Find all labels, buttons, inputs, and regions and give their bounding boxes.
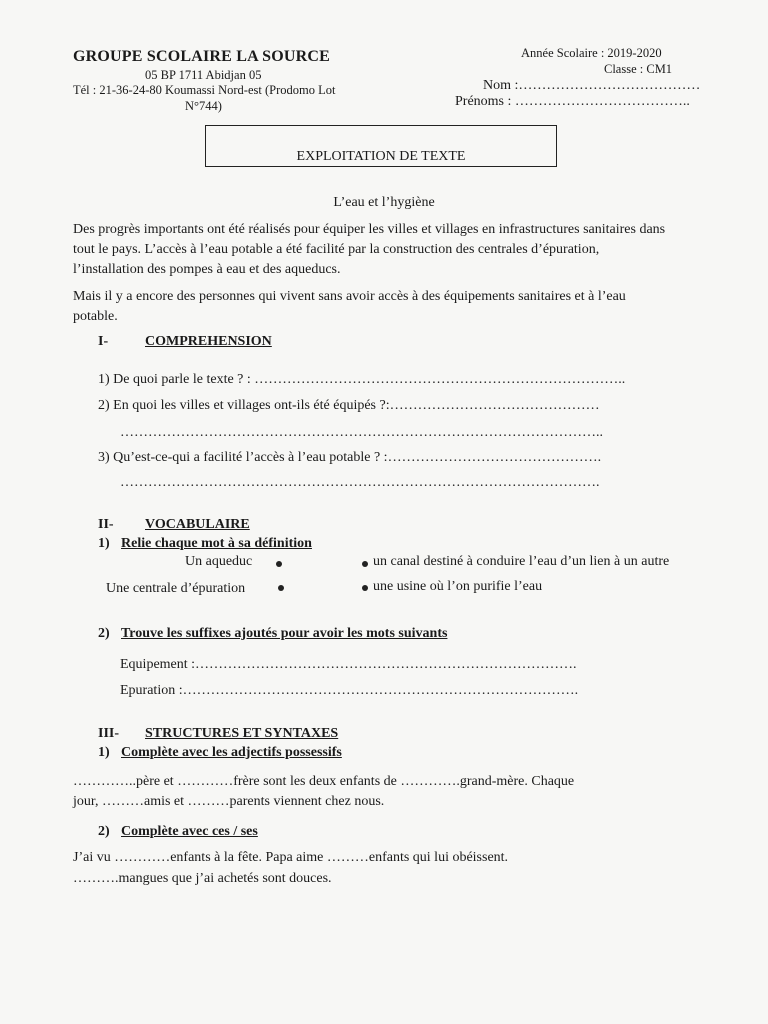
match-dot-definition-1[interactable]: [362, 561, 368, 567]
word-centrale: Une centrale d’épuration: [106, 581, 246, 596]
definition-usine: une usine où l’on purifie l’eau: [373, 579, 543, 594]
exercise-2-title: Trouve les suffixes ajoutés pour avoir les mots suivants: [121, 626, 448, 641]
section-number-comprehension: I-: [98, 334, 109, 349]
suffix-line-epuration: Epuration :………………………………………………………………………….: [120, 683, 579, 698]
section-title-comprehension: COMPREHENSION: [145, 334, 272, 349]
school-address: 05 BP 1711 Abidjan 05: [145, 68, 262, 82]
school-phone-lot: N°744): [185, 99, 222, 113]
answer-line-2: …………………………………………………………………………………………..: [120, 425, 603, 440]
nom-field: Nom :…………………………………: [483, 78, 701, 93]
text-paragraph-1: Des progrès importants ont été réalisés pour équiper les villes et villages en infrastructures sanitaires dans tout le pays. L’accès à l’eau potable a été facilité par la construction des centrales d’épuration, l’installation des pompes à eau et des aqueducs.: [73, 222, 666, 277]
match-dot-word-2[interactable]: [278, 585, 284, 591]
school-year: Année Scolaire : 2019-2020: [521, 46, 662, 60]
definition-canal: un canal destiné à conduire l’eau d’un lien à un autre: [373, 554, 670, 569]
match-dot-word-1[interactable]: [276, 561, 282, 567]
exercise-2-number: 2): [98, 626, 110, 641]
section-number-structures: III-: [98, 726, 120, 741]
prenoms-field: Prénoms : ………………………………..: [455, 94, 690, 109]
section-title-vocabulaire: VOCABULAIRE: [145, 517, 250, 532]
ces-ses-line-1: J’ai vu …………enfants à la fête. Papa aime ………enfants qui lui obéissent.: [73, 850, 509, 865]
exercise-1-title: Relie chaque mot à sa définition: [121, 536, 312, 551]
school-name: GROUPE SCOLAIRE LA SOURCE: [73, 48, 331, 65]
answer-line-3: ………………………………………………………………………………………….: [120, 475, 600, 490]
section-title-structures: STRUCTURES ET SYNTAXES: [145, 726, 339, 741]
question-1: 1) De quoi parle le texte ? : ……………………………………………………………………..: [98, 372, 626, 387]
text-heading: L’eau et l’hygiène: [333, 195, 435, 210]
structures-exercise-1-title: Complète avec les adjectifs possessifs: [121, 745, 342, 760]
text-paragraph-2: Mais il y a encore des personnes qui vivent sans avoir accès à des équipements sanitaires et à l’eau potable.: [73, 289, 626, 324]
match-dot-definition-2[interactable]: [362, 585, 368, 591]
word-aqueduc: Un aqueduc: [185, 554, 253, 569]
section-number-vocabulaire: II-: [98, 517, 114, 532]
structures-exercise-2-number: 2): [98, 824, 110, 839]
page-title: EXPLOITATION DE TEXTE: [296, 149, 466, 164]
class-label: Classe : CM1: [604, 62, 673, 76]
suffix-line-equipement: Equipement :……………………………………………………………………….: [120, 657, 577, 672]
school-phone: Tél : 21-36-24-80 Koumassi Nord-est (Prodomo Lot: [73, 83, 336, 97]
structures-exercise-1-number: 1): [98, 745, 110, 760]
question-2: 2) En quoi les villes et villages ont-ils été équipés ?:………………………………………: [98, 398, 600, 413]
structures-exercise-2-title: Complète avec ces / ses: [121, 824, 258, 839]
question-3: 3) Qu’est-ce-qui a facilité l’accès à l’eau potable ? :……………………………………….: [98, 450, 602, 465]
possessive-line-1: …………..père et …………frère sont les deux enfants de ………….grand-mère. Chaque: [73, 774, 575, 789]
ces-ses-line-2: ……….mangues que j’ai achetés sont douces.: [73, 871, 332, 886]
possessive-line-2: jour, ………amis et ………parents viennent chez nous.: [73, 794, 385, 809]
exercise-1-number: 1): [98, 536, 110, 551]
